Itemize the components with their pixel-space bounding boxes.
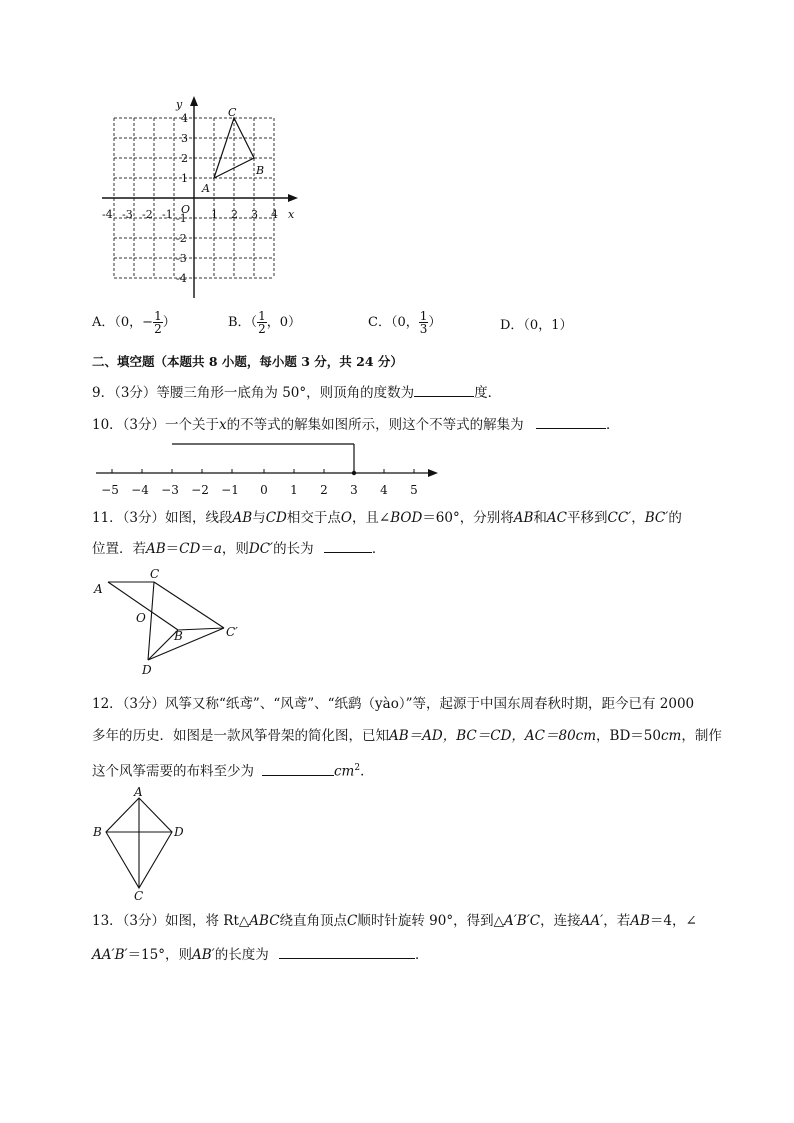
point-label: C xyxy=(150,567,160,581)
point-a-label: A xyxy=(202,182,210,195)
point-label: O xyxy=(136,611,146,625)
q8-coordinate-graph xyxy=(92,92,312,306)
tick-label: 3 xyxy=(350,483,358,497)
x-tick: -3 xyxy=(122,208,133,221)
answer-blank[interactable] xyxy=(414,382,474,397)
answer-blank[interactable] xyxy=(536,414,606,429)
tick-label: 2 xyxy=(320,483,328,497)
tick-label: −1 xyxy=(221,483,239,497)
q8-option-a: A．（0，− $\frac{1}{2}$ ） xyxy=(92,309,176,336)
section-title: 二、填空题（本题共 8 小题，每小题 3 分，共 24 分） xyxy=(92,354,403,369)
x-tick: -2 xyxy=(142,208,153,221)
x-tick: 2 xyxy=(231,208,238,221)
point-b-label: B xyxy=(256,164,265,177)
x-tick: 3 xyxy=(251,208,258,221)
point-label: B xyxy=(93,825,102,839)
point-label: A xyxy=(94,582,103,596)
answer-blank[interactable] xyxy=(279,944,415,959)
y-tick: 3 xyxy=(181,132,188,145)
question-10: 10．（3分）一个关于x的不等式的解集如图所示，则这个不等式的解集为 ． xyxy=(92,414,619,435)
y-tick: 4 xyxy=(181,112,188,125)
answer-blank[interactable] xyxy=(324,538,372,553)
question-9: 9．（3分）等腰三角形一底角为 50°，则顶角的度数为 度． xyxy=(92,382,501,403)
q10-number-line xyxy=(92,438,442,500)
y-axis-label: y xyxy=(176,98,183,111)
q8-option-c: C．（0， $\frac{1}{3}$ ） xyxy=(368,309,442,336)
q8-option-d: D．（0，1） xyxy=(500,318,573,333)
point-label: B xyxy=(174,629,183,643)
answer-blank[interactable] xyxy=(262,761,334,776)
tick-label: 4 xyxy=(380,483,388,497)
y-tick: 2 xyxy=(181,152,188,165)
tick-label: −5 xyxy=(101,483,119,497)
y-tick: -2 xyxy=(176,232,187,245)
x-tick: -4 xyxy=(102,208,113,221)
y-tick: -3 xyxy=(176,252,187,265)
point-label: C′ xyxy=(226,625,238,639)
point-label: D xyxy=(174,825,184,839)
point-label: A xyxy=(134,785,143,799)
tick-label: −3 xyxy=(161,483,179,497)
q11-figure xyxy=(92,564,252,677)
x-tick: -1 xyxy=(162,208,173,221)
x-tick: 4 xyxy=(271,208,278,221)
question-12-line2: 多年的历史．如图是一款风筝骨架的简化图，已知AB＝AD，BC＝CD，AC＝80cm，BD＝50cm，制作 xyxy=(92,728,722,744)
tick-label: 1 xyxy=(290,483,298,497)
q12-kite-figure xyxy=(92,784,192,904)
q8-option-b: B．（ $\frac{1}{2}$ ，0） xyxy=(228,309,301,336)
question-13-line2: AA′B′＝15°，则AB′的长度为 ． xyxy=(92,944,429,965)
question-12-line3: 这个风筝需要的布料至少为 $cm^2$． xyxy=(92,758,374,782)
tick-label: 0 xyxy=(260,483,268,497)
tick-label: −4 xyxy=(131,483,149,497)
point-c-label: C xyxy=(228,106,237,119)
y-tick: -1 xyxy=(176,212,187,225)
point-label: D xyxy=(142,663,152,677)
question-13-line1: 13．（3分）如图，将 Rt△ABC绕直角顶点C顺时针旋转 90°，得到△A′B′C，连接AA′，若AB＝4，∠ xyxy=(92,913,697,929)
x-axis-label: x xyxy=(288,208,295,221)
x-tick: 1 xyxy=(211,208,218,221)
y-tick: -4 xyxy=(176,272,187,285)
question-11-line2: 位置．若AB＝CD＝a，则DC′的长为 ． xyxy=(92,538,385,559)
question-12-line1: 12．（3分）风筝又称“纸鸢”、“风鸢”、“纸鹞（yào）”等，起源于中国东周春秋时期，距今已有 2000 xyxy=(92,696,695,712)
question-11-line1: 11．（3分）如图，线段AB与CD相交于点O，且∠BOD＝60°，分别将AB和AC平移到CC′，BC′的 xyxy=(92,510,682,526)
tick-label: −2 xyxy=(191,483,209,497)
tick-label: 5 xyxy=(410,483,418,497)
point-label: C xyxy=(134,889,144,903)
origin-label: O xyxy=(181,203,191,216)
y-tick: 1 xyxy=(181,172,188,185)
